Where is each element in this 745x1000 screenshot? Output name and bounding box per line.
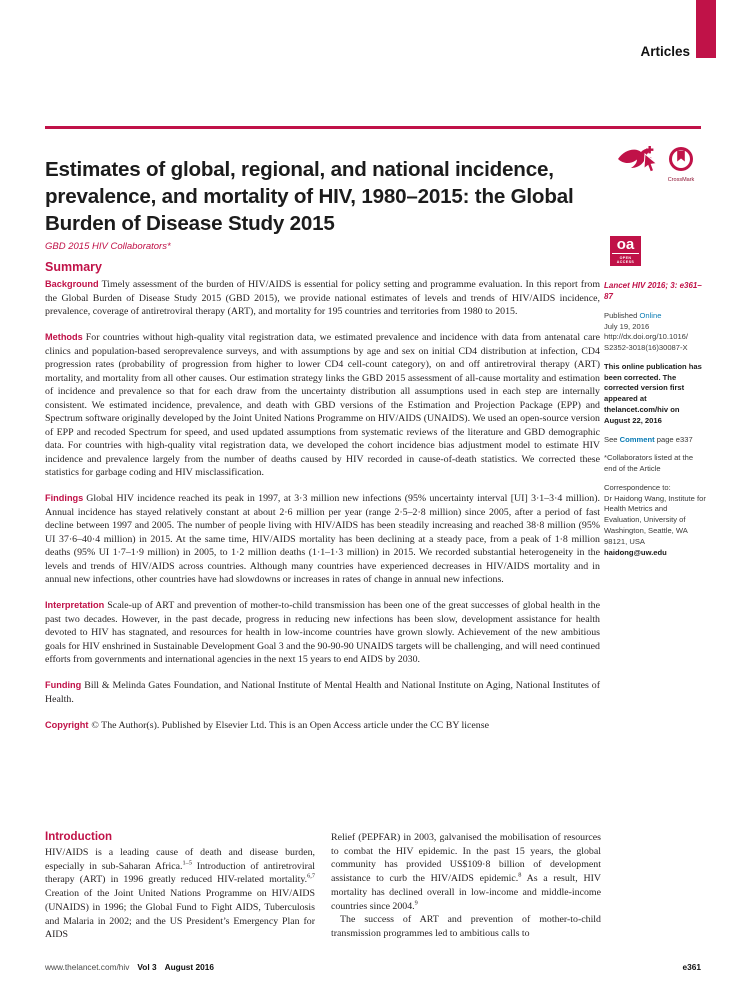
doi-link[interactable] (604, 332, 688, 352)
methods-text: For countries without high-quality vital registration data, we estimated prevalence and incidence with data from antenatal care clinics and population-based seroprevalence surveys, and with assumptions by age and sex on initial CD4 distribution at infection, CD4 progression rates (probability of progression from higher to lower CD4 cell-count category), on and off antiretroviral therapy (ART) mortality, and mortality from all other causes. Our estimation strategy links the GBD 2015 assessment of all-cause mortality and estimation of incidence and prevalence so that for each draw from the uncertainty distribution all assumptions used in each step are internally consistent. We estimated incidence, prevalence, and death with GBD versions of the Estimation and Projection Package (EPP) and Spectrum software originally developed by the Joint United Nations Programme on HIV/AIDS (UNAIDS). We used an open-source version of EPP and recoded Spectrum for speed, and used updated assumptions from systematic reviews of the literature and GBD demographic data. For countries with high-quality vital registration data, we developed the cohort incidence bias adjustment model to estimate HIV incidence and prevalence largely from the number of deaths caused by HIV recorded in cause-of-death statistics. We corrected these statistics for garbage coding and HIV misclassification. (45, 332, 600, 478)
intro-p1-cont-text: As a result, HIV mortality has declined overall in low-income and middle-income countries since 2004. (331, 873, 601, 912)
corner-tab (696, 0, 716, 58)
introduction-section (45, 831, 601, 942)
intro-column-right (331, 831, 601, 942)
findings-label: Findings (45, 493, 84, 503)
crossmark-label: CrossMark (667, 177, 695, 183)
intro-p1-cont-text: Relief (PEPFAR) in 2003, galvanised the mobilisation of resources to combat the HIV epidemic. In the past 15 years, the global community has provided US$109·8 billion of development assistance to curb the HIV/AIDS epidemic. (331, 832, 601, 885)
interpretation-label: Interpretation (45, 600, 105, 610)
title-icons (618, 146, 704, 183)
open-access-badge (610, 236, 641, 266)
header-rule (45, 126, 701, 129)
lancet-online-first-icon (618, 146, 662, 174)
reference-superscript: 9 (414, 899, 418, 907)
comment-link[interactable]: Comment (619, 434, 655, 444)
doi-line2: S2352-3018(16)30087-X (604, 343, 688, 353)
intro-paragraph-1-cont (331, 831, 601, 913)
collaborators-note: *Collaborators listed at the end of the Article (604, 453, 694, 474)
intro-p1-text: HIV/AIDS is a leading cause of death and disease burden, especially in sub-Saharan Africa. (45, 847, 315, 872)
published-online-block (604, 311, 706, 354)
published-online-link[interactable]: Online (639, 310, 662, 320)
summary-background (45, 278, 600, 319)
background-text: Timely assessment of the burden of HIV/AIDS is essential for policy setting and programme evaluation. In this report from the Global Burden of Disease Study 2015 (GBD 2015), we provide national estimates of levels and trends of HIV/AIDS incidence, prevalence, coverage of antiretroviral therapy (ART), and mortality for 195 countries and territories from 1980 to 2015. (45, 279, 600, 317)
findings-text: Global HIV incidence reached its peak in 1997, at 3·3 million new infections (95% uncertainty interval [UI] 3·1–3·4 million). Annual incidence has stayed relatively constant at about 2·6 million per year (range 2·5–2·8 million) since 2005, after a period of fast decline between 1997 and 2005. The number of people living with HIV/AIDS has been steadily increasing and reached 38·8 million (95% UI 37·6–40·4 million) in 2015. At the same time, HIV/AIDS mortality has been declining at a steady pace, from a peak of 1·8 million deaths (95% UI 1·7–1·9 million) in 2005, to 1·2 million deaths (1·1–1·3 million) in 2015. We recorded substantial heterogeneity in the levels and trends of HIV/AIDS across countries. Although many countries have experienced decreases in HIV/AIDS mortality and in annual new infections, other countries have had slowdowns or increases in rates of change in annual new infections. (45, 493, 600, 585)
reference-superscript: 1–5 (182, 859, 192, 867)
copyright-label: Copyright (45, 719, 89, 730)
footer-date: August 2016 (164, 962, 214, 972)
oa-subtext: OPEN ACCESS (612, 253, 639, 264)
doi-line1: http://dx.doi.org/10.1016/ (604, 332, 689, 342)
correspondence-block (604, 483, 706, 558)
intro-p1-text: Introduction of antiretroviral therapy (ART) in 1996 greatly reduced HIV-related mortality. (45, 860, 315, 886)
footer-journal-url: www.thelancet.com/hiv (45, 962, 130, 972)
see-prefix: See (604, 434, 620, 444)
correspondence-email-link[interactable]: haidong@uw.edu (604, 547, 667, 557)
footer-page-number: e361 (682, 962, 701, 972)
byline: GBD 2015 HIV Collaborators* (45, 241, 171, 252)
correspondence-label: Correspondence to: (604, 482, 671, 492)
article-info-sidebar (604, 280, 706, 566)
funding-text: Bill & Melinda Gates Foundation, and National Institute of Mental Health and National Institute on Aging, National Institutes of Health. (45, 680, 600, 705)
summary-interpretation (45, 599, 600, 667)
oa-text: oa (616, 236, 635, 253)
interpretation-text: Scale-up of ART and prevention of mother-to-child transmission has been one of the great successes of global health in the past two decades. However, in the past decade, progress in reducing new infections has been slow, development assistance for health devoted to HIV has stagnated, and resources for health in low-income countries have grown slowly. Achievement of the new ambitious goals for HIV enshrined in Sustainable Development Goal 3 and the 90-90-90 UNAIDS targets will be challenging, and will need continued efforts from governments and international agencies in the next 15 years to end AIDS by 2030. (45, 600, 600, 665)
journal-citation: Lancet HIV 2016; 3: e361–87 (604, 281, 702, 302)
intro-p1-text: Creation of the Joint United Nations Programme on HIV/AIDS (UNAIDS) in 1996; the Global Fund to Fight AIDS, Tuberculosis and Malaria in 2002; and the US President’s Emergency Plan for AIDS (45, 888, 315, 941)
page-footer (45, 962, 701, 972)
summary-section (45, 260, 600, 745)
published-date: July 19, 2016 (604, 321, 650, 331)
summary-heading: Summary (45, 260, 102, 274)
summary-funding (45, 679, 600, 706)
see-comment-block (604, 435, 706, 446)
summary-copyright (45, 719, 600, 733)
crossmark-icon (668, 146, 694, 172)
section-tag: Articles (640, 44, 690, 59)
copyright-text: © The Author(s). Published by Elsevier Ltd. This is an Open Access article under the CC BY license (91, 719, 489, 731)
intro-column-left (45, 831, 315, 942)
introduction-heading: Introduction (45, 831, 113, 843)
summary-findings (45, 492, 600, 587)
summary-methods (45, 331, 600, 480)
background-label: Background (45, 279, 99, 289)
funding-label: Funding (45, 680, 82, 690)
see-suffix: page e337 (654, 434, 693, 444)
reference-superscript: 8 (518, 871, 522, 879)
intro-paragraph-2: The success of ART and prevention of mother-to-child transmission programmes led to ambitious calls to (331, 914, 601, 939)
reference-superscript: 6,7 (307, 873, 315, 881)
published-prefix: Published (604, 310, 640, 320)
intro-paragraph-1 (45, 846, 315, 942)
correspondence-address: Dr Haidong Wang, Institute for Health Metrics and Evaluation, University of Washington, Seattle, WA 98121, USA (604, 493, 706, 546)
footer-volume: Vol 3 (137, 962, 157, 972)
methods-label: Methods (45, 332, 83, 342)
correction-notice: This online publication has been corrected. The corrected version first appeared at thelancet.com/hiv on August 22, 2016 (604, 361, 702, 425)
crossmark-badge[interactable] (664, 146, 698, 183)
page-title: Estimates of global, regional, and national incidence, prevalence, and mortality of HIV, 1980–2015: the Global Burden of Disease Study 2015 (45, 157, 574, 236)
